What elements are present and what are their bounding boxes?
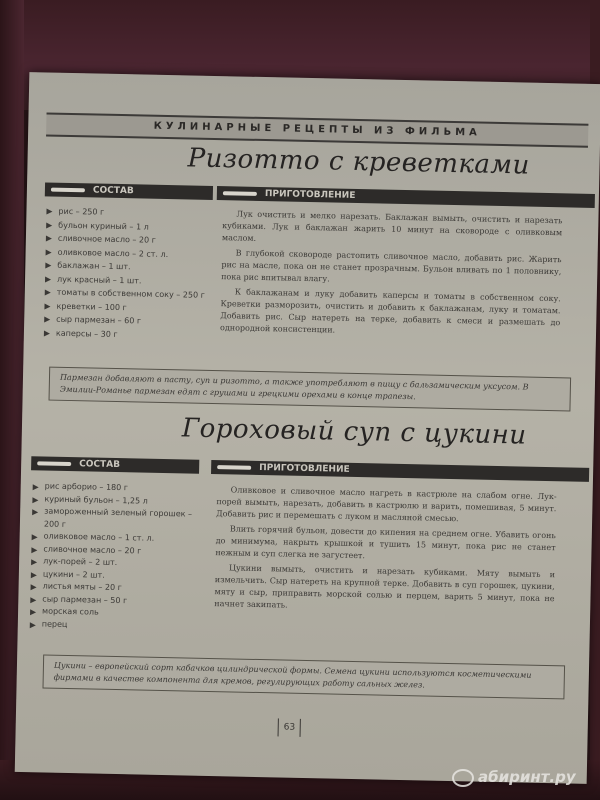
list-item: оливковое масло – 1 ст. л. (32, 530, 192, 546)
recipe1-preparation-label (217, 186, 595, 208)
label-text: ПРИГОТОВЛЕНИЕ (259, 462, 350, 475)
paragraph: Лук очистить и мелко нарезать. Баклажан вымыть, очистить и нарезать кубиками. Лук и баклажан жарить 10 минут на сковороде с оливковым маслом. (221, 209, 563, 243)
list-item: оливковое масло – 2 ст. л. (45, 245, 215, 262)
recipe1-ingredients-list (44, 204, 217, 343)
recipe1-ingredients-label (45, 182, 213, 200)
list-item: куриный бульон – 1,25 л (32, 493, 192, 509)
recipe1-preparation-text (220, 208, 563, 344)
page-number: 63 (283, 722, 296, 733)
book-page (15, 72, 600, 784)
recipe2-note-box: Цукини – европейский сорт кабачков цилиндрической формы. Семена цукини используются косметическими фирмами в качестве компонента для кремов, регулирующих работу сальных желез. (42, 655, 565, 700)
paragraph: К баклажанам и луку добавить каперсы и томаты в собственном соку. Креветки разморозить, очистить и добавить к баклажанам, луку и томатам. Добавить рис. Сыр натереть на терке, добавить к смеси и размешать до однородной консистенции. (219, 287, 561, 335)
label-text: СОСТАВ (79, 459, 121, 471)
list-item: сливочное масло – 20 г (46, 231, 216, 248)
watermark (452, 768, 576, 787)
list-item: каперсы – 30 г (44, 326, 214, 343)
paragraph: В глубокой сковороде растопить сливочное масло, добавить рис. Жарить рис на масле, пока он не станет прозрачным. Бульон вливать по 1 половнику, пока рис впитывал влагу. (221, 248, 562, 284)
list-item: сливочное масло – 20 г (31, 543, 191, 559)
paragraph: Влить горячий бульон, довести до кипения на среднем огне. Убавить огонь до минимума, накрыть крышкой и тушить 15 минут, пока рис не станет нежным и суп слегка не загустеет. (215, 524, 556, 561)
list-item: морская соль (30, 605, 190, 621)
list-item: лук красный – 1 шт. (45, 272, 215, 289)
list-item: замороженный зеленый горошек – 200 г (32, 505, 192, 533)
recipe2-preparation-label (211, 460, 589, 482)
list-item: креветки – 100 г (44, 299, 214, 316)
knife-icon (37, 461, 71, 466)
list-item: перец (30, 618, 190, 634)
list-item: бульон куриный – 1 л (46, 218, 216, 235)
recipe2-title: Гороховый суп с цукини (181, 413, 527, 451)
list-item: листья мяты – 20 г (30, 580, 190, 596)
watermark-text: абиринт.ру (478, 768, 576, 786)
label-text: СОСТАВ (92, 185, 134, 197)
knife-icon (51, 188, 85, 193)
paragraph: Цукини вымыть, очистить и нарезать кубиками. Мяту вымыть и измельчить. Сыр натереть на крупной терке. Добавить в суп горошек, цукини, мяту и сыр, приправить морской солью и перцем, варить 5 минут, пока не начнет закипать. (214, 563, 556, 610)
label-text: ПРИГОТОВЛЕНИЕ (264, 189, 356, 201)
list-item: цукини – 2 шт. (31, 568, 191, 584)
list-item: рис – 250 г (46, 204, 216, 221)
list-item: баклажан – 1 шт. (45, 258, 215, 275)
recipe2-ingredients-label (31, 456, 199, 474)
list-item: томаты в собственном соку – 250 г (45, 285, 215, 302)
paragraph: Оливковое и сливочное масло нагреть в кастрюле на слабом огне. Лук-порей вымыть, нарезать, добавить в кастрюлю и варить, помешивая, 5 минут. Добавить рис и перемешать с луком и масляной смесью. (216, 485, 557, 524)
list-item: сыр пармезан – 50 г (30, 593, 190, 609)
list-item: сыр пармезан – 60 г (44, 312, 214, 329)
recipe2-ingredients-list (30, 480, 193, 633)
recipe1-title: Ризотто с креветками (187, 143, 531, 181)
knife-icon (217, 465, 251, 470)
knife-icon (223, 191, 257, 196)
page-header: КУЛИНАРНЫЕ РЕЦЕПТЫ ИЗ ФИЛЬМА (46, 112, 588, 147)
recipe2-preparation-text (214, 484, 557, 620)
labirint-logo-icon (452, 769, 474, 787)
recipe1-note-box: Пармезан добавляют в пасту, суп и ризотто, а также употребляют в пищу с бальзамическим уксусом. В Эмилии-Романье пармезан едят с грушами и грецкими орехами в конце трапезы. (49, 367, 572, 412)
list-item: рис арборио – 180 г (33, 480, 193, 496)
list-item: лук-порей – 2 шт. (31, 555, 191, 571)
